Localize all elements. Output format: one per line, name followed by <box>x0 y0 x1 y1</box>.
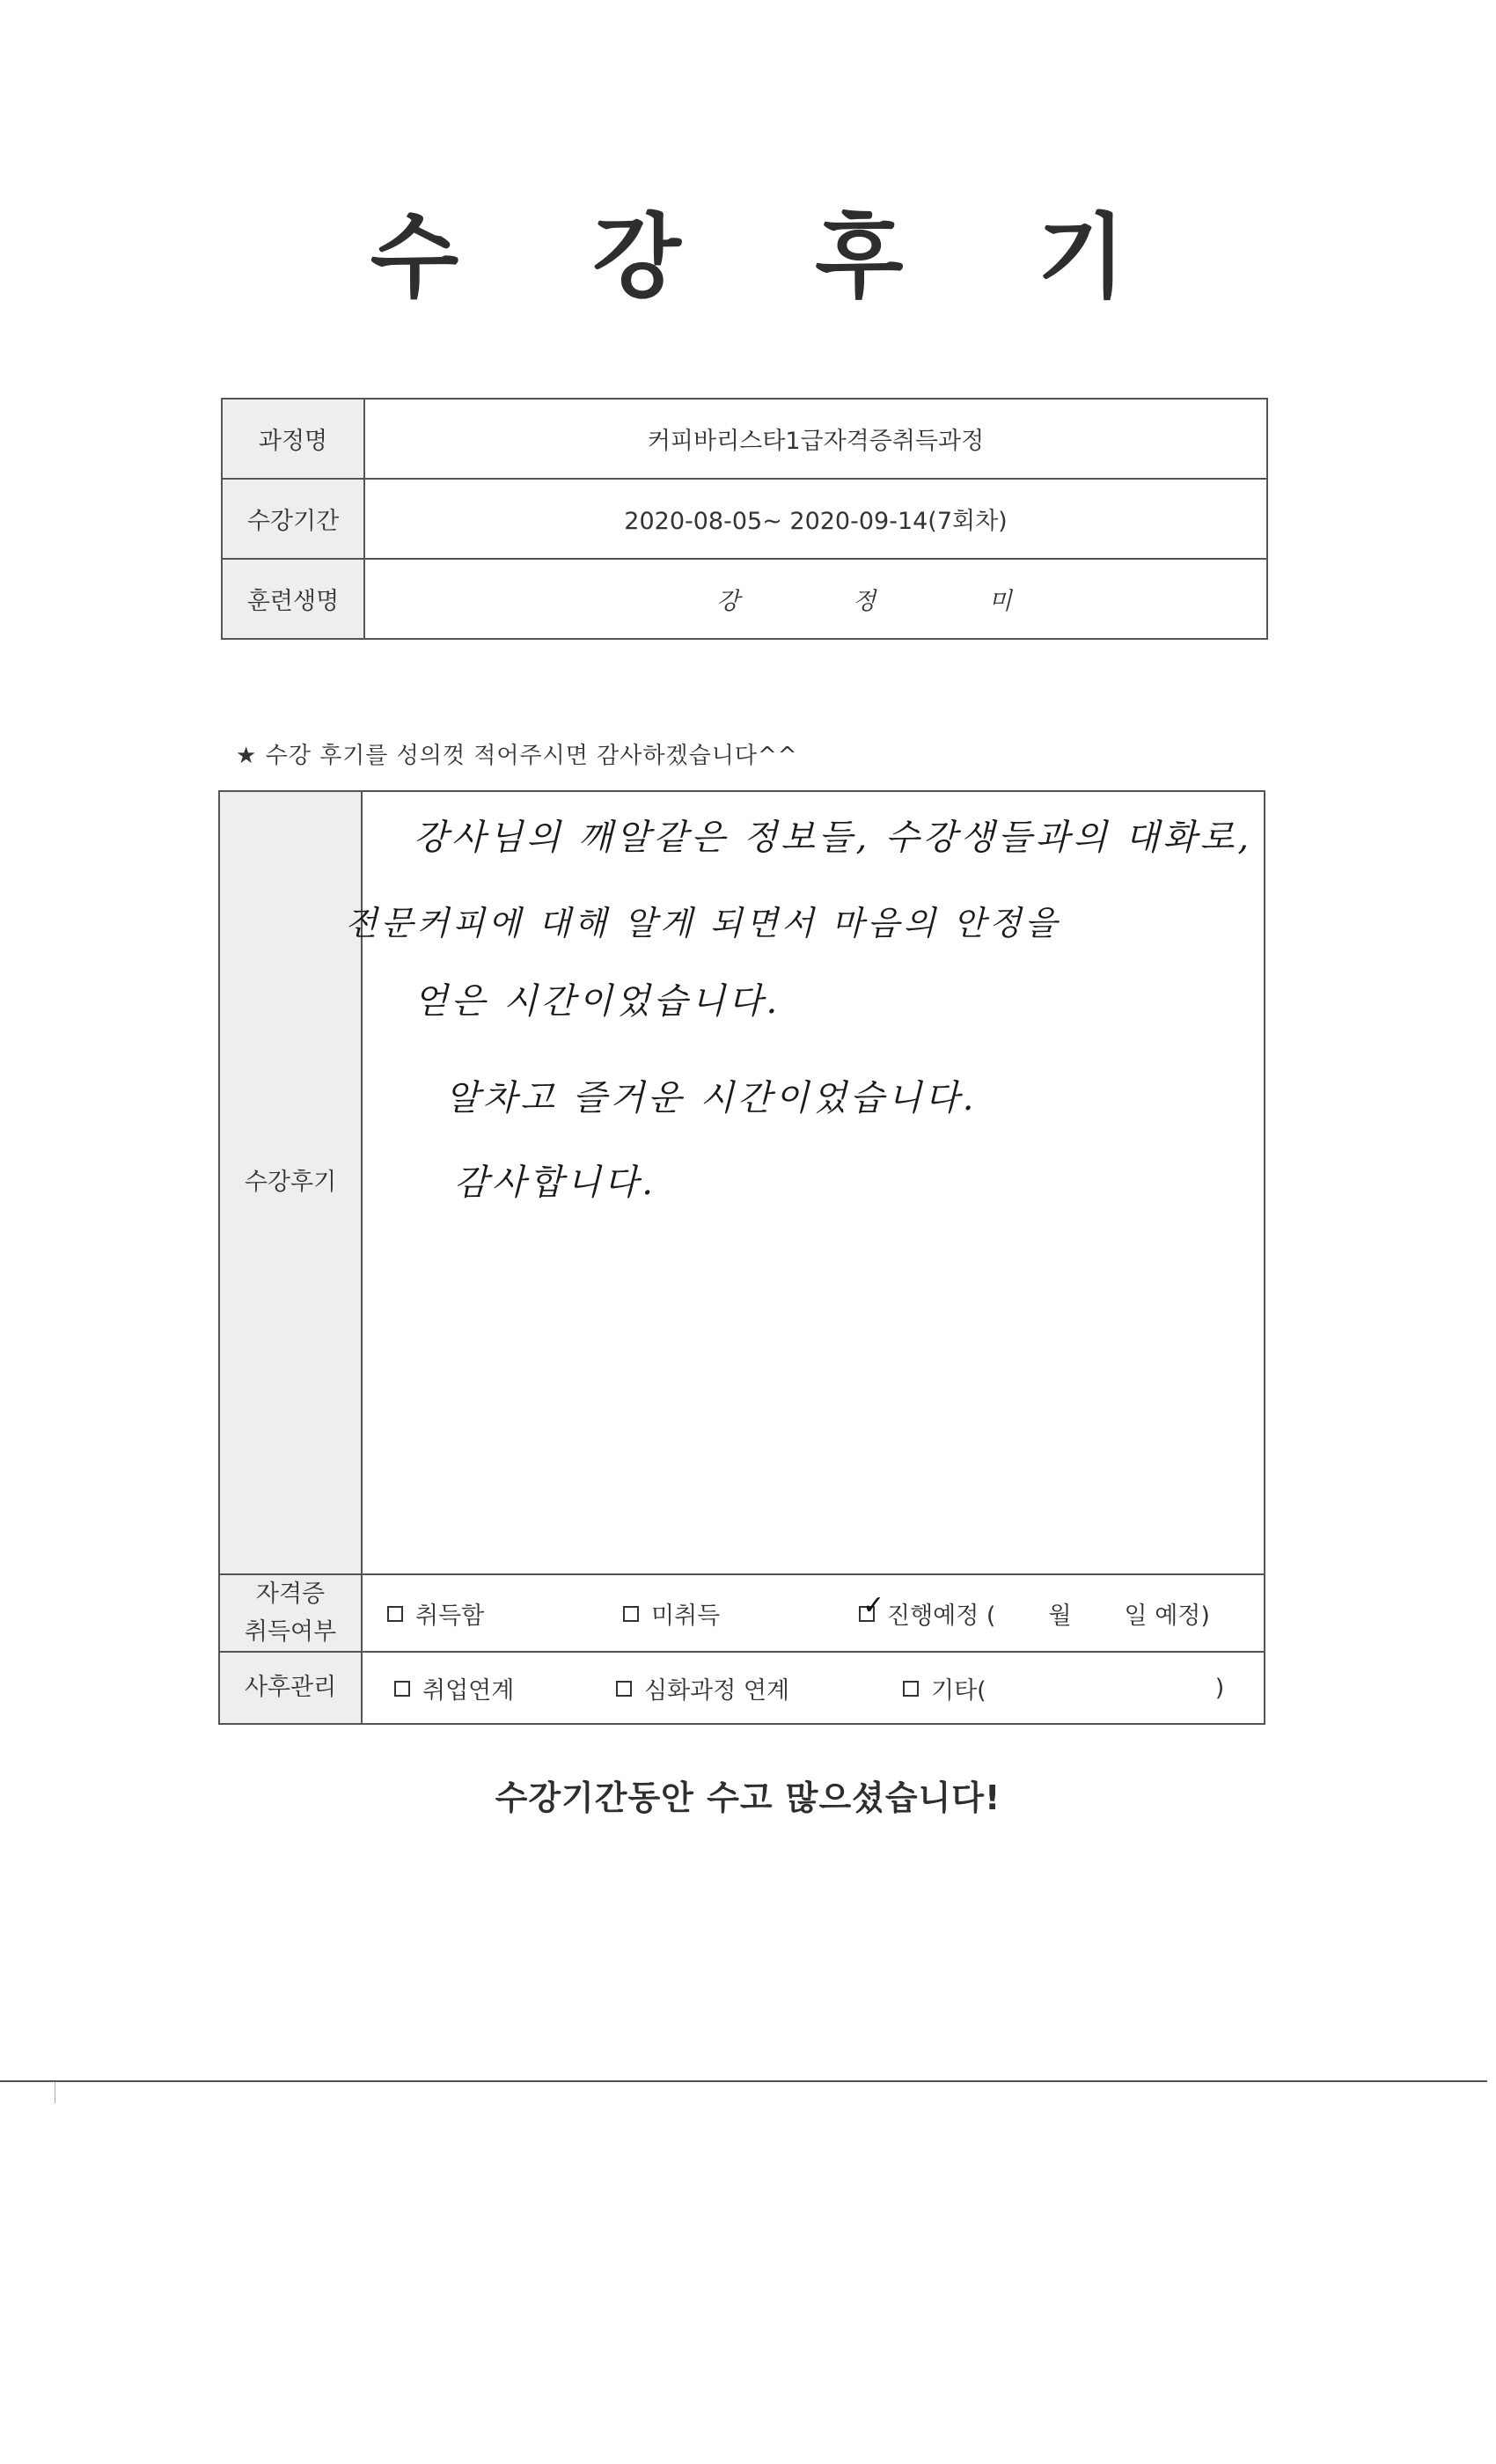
trainee-name-label: 훈련생명 <box>222 559 364 639</box>
option-in-progress-label: 진행예정 ( <box>887 1602 996 1630</box>
checkbox-in-progress[interactable] <box>859 1590 885 1622</box>
certification-options <box>363 1575 1264 1651</box>
aftercare-options <box>363 1653 1264 1723</box>
option-job-link[interactable] <box>394 1671 514 1705</box>
checkbox-advanced-course[interactable] <box>616 1681 632 1697</box>
checkbox-not-acquired[interactable] <box>623 1606 639 1622</box>
checkbox-other[interactable] <box>903 1681 919 1697</box>
period-row <box>222 479 1267 559</box>
option-acquired-label: 취득함 <box>415 1602 485 1630</box>
certification-label-line1: 자격증 <box>255 1580 326 1608</box>
option-other-label: 기타( <box>931 1676 986 1705</box>
trainee-name-handwritten: 강 정 미 <box>364 559 1267 639</box>
option-other-close: ) <box>1214 1674 1225 1702</box>
review-line-1: 강사님의 깨알같은 정보들, 수강생들과의 대화로, <box>414 818 1253 858</box>
review-label: 수강후기 <box>220 792 361 1573</box>
course-name-label: 과정명 <box>222 399 364 479</box>
review-line-3: 얻은 시간이었습니다. <box>414 981 781 1022</box>
instruction-note: ★ 수강 후기를 성의껏 적어주시면 감사하겠습니다^^ <box>236 743 798 769</box>
checkbox-job-link[interactable] <box>394 1681 410 1697</box>
page-bottom-rule <box>0 2080 1487 2082</box>
course-info-table <box>221 398 1268 640</box>
option-acquired[interactable] <box>387 1596 484 1631</box>
option-job-link-label: 취업연계 <box>422 1676 515 1705</box>
trainee-row <box>222 559 1267 639</box>
option-other[interactable] <box>903 1671 1224 1705</box>
option-advanced-course-label: 심화과정 연계 <box>644 1676 790 1705</box>
period-label: 수강기간 <box>222 479 364 559</box>
checkbox-acquired[interactable] <box>387 1606 403 1622</box>
closing-message: 수강기간동안 수고 많으셨습니다! <box>495 1778 1001 1817</box>
option-advanced-course[interactable] <box>616 1671 789 1705</box>
month-label: 월 <box>1048 1602 1072 1630</box>
course-name-value: 커피바리스타1급자격증취득과정 <box>364 399 1267 479</box>
review-line-4: 알차고 즐거운 시간이었습니다. <box>445 1078 978 1118</box>
review-line-5: 감사합니다. <box>454 1162 656 1203</box>
review-form-table <box>218 790 1265 1725</box>
certification-label <box>220 1575 361 1651</box>
review-line-2: 전문커피에 대해 알게 되면서 마음의 안정을 <box>345 904 1061 942</box>
option-not-acquired-label: 미취득 <box>651 1602 721 1630</box>
day-label: 일 예정) <box>1124 1602 1210 1630</box>
period-value: 2020-08-05~ 2020-09-14(7회차) <box>364 479 1267 559</box>
page-title: 수 강 후 기 <box>370 203 1177 311</box>
course-row <box>222 399 1267 479</box>
checkmark-icon: ✓ <box>862 1590 885 1621</box>
option-in-progress[interactable] <box>859 1590 1210 1631</box>
option-not-acquired[interactable] <box>623 1596 720 1631</box>
aftercare-label: 사후관리 <box>220 1653 361 1723</box>
certification-label-line2: 취득여부 <box>244 1618 337 1646</box>
review-handwritten-text <box>345 792 1264 1573</box>
